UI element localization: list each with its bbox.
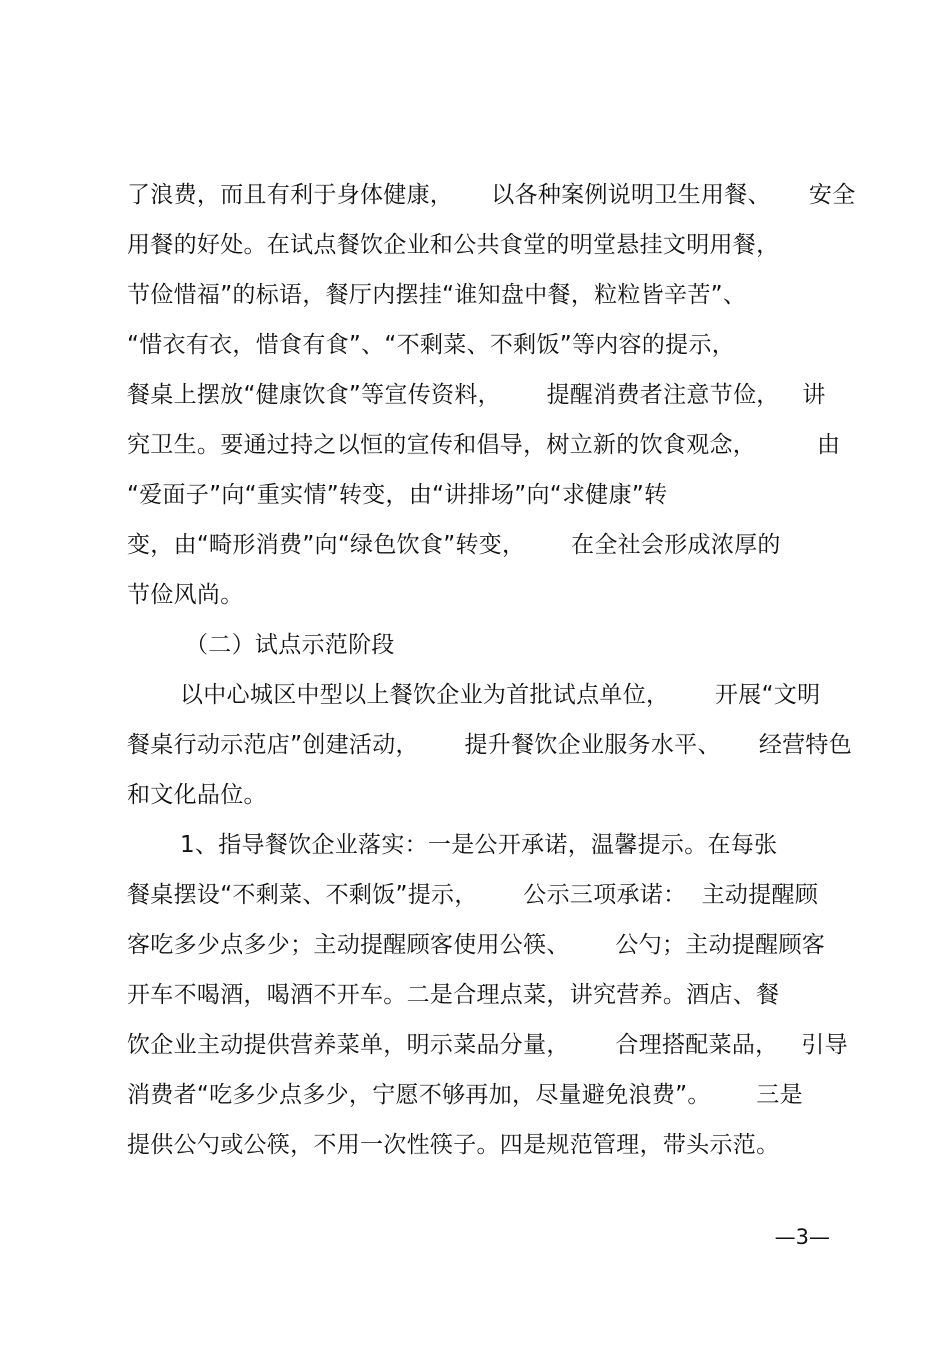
body-text-line: 餐桌上摆放“健康饮食”等宣传资料， 提醒消费者注意节俭， 讲 [127, 382, 826, 408]
body-text-line: 究卫生。要通过持之以恒的宣传和倡导，树立新的饮食观念， 由 [127, 432, 841, 458]
body-text-line: 用餐的好处。在试点餐饮企业和公共食堂的明堂悬挂文明用餐， [127, 232, 780, 258]
body-text-line: 1、指导餐饮企业落实：一是公开承诺，温馨提示。在每张 [180, 832, 778, 858]
body-text-line: 开车不喝酒，喝酒不开车。二是合理点菜，讲究营养。酒店、餐 [127, 982, 780, 1008]
body-text-line: 和文化品位。 [127, 782, 267, 808]
body-text-line: 变，由“畸形消费”向“绿色饮食”转变， 在全社会形成浓厚的 [127, 532, 781, 558]
body-text-line: 节俭惜福”的标语，餐厅内摆挂“谁知盘中餐，粒粒皆辛苦”、 [127, 282, 747, 308]
page-number: —3— [774, 1225, 830, 1249]
body-text-line: 节俭风尚。 [127, 582, 244, 608]
body-text-line: 餐桌行动示范店”创建活动， 提升餐饮企业服务水平、 经营特色 [127, 732, 853, 758]
body-text-line: “惜衣有衣，惜食有食”、“不剩菜、不剩饭”等内容的提示， [127, 332, 736, 358]
body-text-line: 以中心城区中型以上餐饮企业为首批试点单位， 开展“文明 [180, 682, 821, 708]
body-text-line: 饮企业主动提供营养菜单，明示菜品分量， 合理搭配菜品， 引导 [127, 1032, 848, 1058]
body-text-line: 提供公勺或公筷，不用一次性筷子。四是规范管理，带头示范。 [127, 1132, 780, 1158]
body-text-line: 客吃多少点多少；主动提醒顾客使用公筷、 公勺；主动提醒顾客 [127, 932, 826, 958]
body-text-line: “爱面子”向“重实情”转变，由“讲排场”向“求健康”转 [127, 482, 668, 508]
body-text-line: 餐桌摆设“不剩菜、不剩饭”提示， 公示三项承诺： 主动提醒顾 [127, 882, 819, 908]
section-heading: （二）试点示范阶段 [185, 632, 395, 658]
body-text-line: 了浪费，而且有利于身体健康， 以各种案例说明卫生用餐、 安全 [127, 182, 856, 208]
body-text-line: 消费者“吃多少点多少，宁愿不够再加，尽量避免浪费”。 三是 [127, 1082, 803, 1108]
